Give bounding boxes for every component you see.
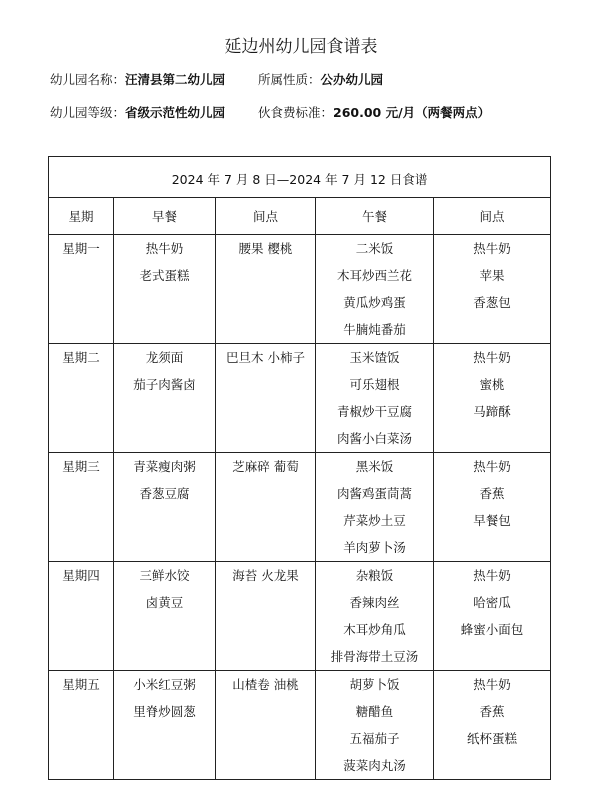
afternoon-snack-cell [434,344,551,453]
afternoon-snack-item: 早餐包 [473,513,511,528]
lunch-item: 胡萝卜饭 [349,677,400,692]
meal-fee-label: 伙食费标准： [258,105,334,120]
menu-date-range: 2024 年 7 月 8 日—2024 年 7 月 12 日食谱 [49,157,551,198]
afternoon-snack-item: 热牛奶 [473,677,511,692]
breakfast-cell [114,453,216,562]
lunch-cell [316,235,434,344]
ownership-type [258,71,383,89]
morning-snack-item: 海苔 火龙果 [232,568,299,583]
kindergarten-grade [50,104,225,122]
breakfast-item: 香葱豆腐 [139,486,190,501]
day-cell [49,453,114,562]
lunch-item: 菠菜肉丸汤 [343,758,406,773]
day-cell [49,562,114,671]
table-row [49,344,551,453]
day-label: 星期四 [62,568,100,583]
day-cell [49,344,114,453]
column-header-afternoon-snack: 间点 [434,198,551,235]
lunch-item: 羊肉萝卜汤 [343,540,406,555]
lunch-item: 可乐翅根 [349,377,400,392]
afternoon-snack-item: 热牛奶 [473,568,511,583]
page-title: 延边州幼儿园食谱表 [224,37,378,57]
morning-snack-item: 腰果 樱桃 [238,241,293,256]
header-row [49,198,551,235]
afternoon-snack-item: 苹果 [479,268,505,283]
kindergarten-name [50,71,225,89]
afternoon-snack-item: 热牛奶 [473,350,511,365]
column-header-morning-snack: 间点 [216,198,316,235]
breakfast-item: 龙须面 [145,350,184,365]
lunch-item: 黑米饭 [355,459,394,474]
day-cell [49,671,114,780]
morning-snack-cell [216,671,316,780]
column-header-breakfast: 早餐 [114,198,216,235]
morning-snack-item: 山楂卷 油桃 [232,677,299,692]
meal-fee [258,104,490,122]
breakfast-item: 青菜瘦肉粥 [133,459,196,474]
table-row [49,235,551,344]
afternoon-snack-item: 马蹄酥 [473,404,511,419]
lunch-cell [316,671,434,780]
day-label: 星期二 [62,350,100,365]
afternoon-snack-cell [434,453,551,562]
afternoon-snack-item: 香葱包 [473,295,511,310]
afternoon-snack-item: 蜜桃 [479,377,505,392]
lunch-cell [316,562,434,671]
afternoon-snack-cell [434,235,551,344]
morning-snack-item: 芝麻碎 葡萄 [232,459,299,474]
breakfast-item: 热牛奶 [145,241,184,256]
morning-snack-cell [216,344,316,453]
morning-snack-cell [216,562,316,671]
lunch-item: 二米饭 [355,241,394,256]
column-header-day: 星期 [49,198,114,235]
breakfast-item: 茄子肉酱卤 [133,377,196,392]
breakfast-item: 里脊炒圆葱 [133,704,196,719]
breakfast-item: 老式蛋糕 [139,268,190,283]
lunch-item: 青椒炒干豆腐 [336,404,412,419]
menu-table [48,156,551,780]
afternoon-snack-item: 热牛奶 [473,241,511,256]
afternoon-snack-cell [434,562,551,671]
afternoon-snack-cell [434,671,551,780]
day-label: 星期五 [62,677,100,692]
lunch-cell [316,344,434,453]
lunch-item: 芹菜炒土豆 [343,513,406,528]
lunch-item: 肉酱鸡蛋茼蒿 [336,486,412,501]
breakfast-cell [114,671,216,780]
day-label: 星期一 [62,241,100,256]
lunch-item: 肉酱小白菜汤 [336,431,412,446]
day-cell [49,235,114,344]
column-header-lunch: 午餐 [316,198,434,235]
breakfast-item: 小米红豆粥 [133,677,196,692]
lunch-item: 木耳炒西兰花 [336,268,412,283]
breakfast-item: 三鲜水饺 [139,568,190,583]
day-label: 星期三 [62,459,100,474]
table-row [49,562,551,671]
afternoon-snack-item: 纸杯蛋糕 [467,731,518,746]
lunch-item: 木耳炒角瓜 [343,622,406,637]
lunch-item: 玉米馇饭 [349,350,400,365]
afternoon-snack-item: 热牛奶 [473,459,511,474]
ownership-type-value: 公办幼儿园 [320,72,384,87]
lunch-cell [316,453,434,562]
afternoon-snack-item: 哈密瓜 [473,595,511,610]
afternoon-snack-item: 香蕉 [479,704,505,719]
table-row [49,671,551,780]
date-range-row [49,157,551,198]
kindergarten-grade-label: 幼儿园等级： [50,105,126,120]
breakfast-cell [114,562,216,671]
table-row [49,453,551,562]
breakfast-item: 卤黄豆 [145,595,184,610]
afternoon-snack-item: 香蕉 [479,486,505,501]
lunch-item: 黄瓜炒鸡蛋 [343,295,406,310]
morning-snack-cell [216,453,316,562]
lunch-item: 香辣肉丝 [349,595,400,610]
ownership-type-label: 所属性质： [258,72,321,87]
kindergarten-name-label: 幼儿园名称： [50,72,126,87]
lunch-item: 牛腩炖番茄 [343,322,406,337]
morning-snack-item: 巴旦木 小柿子 [226,350,305,365]
morning-snack-cell [216,235,316,344]
lunch-item: 杂粮饭 [355,568,394,583]
afternoon-snack-item: 蜂蜜小面包 [460,622,524,637]
lunch-item: 排骨海带土豆汤 [330,649,419,664]
breakfast-cell [114,235,216,344]
breakfast-cell [114,344,216,453]
kindergarten-grade-value: 省级示范性幼儿园 [125,105,226,120]
lunch-item: 糖醋鱼 [355,704,394,719]
kindergarten-name-value: 汪清县第二幼儿园 [125,72,226,87]
meal-fee-value: 260.00 元/月（两餐两点） [333,105,491,120]
lunch-item: 五福茄子 [349,731,400,746]
